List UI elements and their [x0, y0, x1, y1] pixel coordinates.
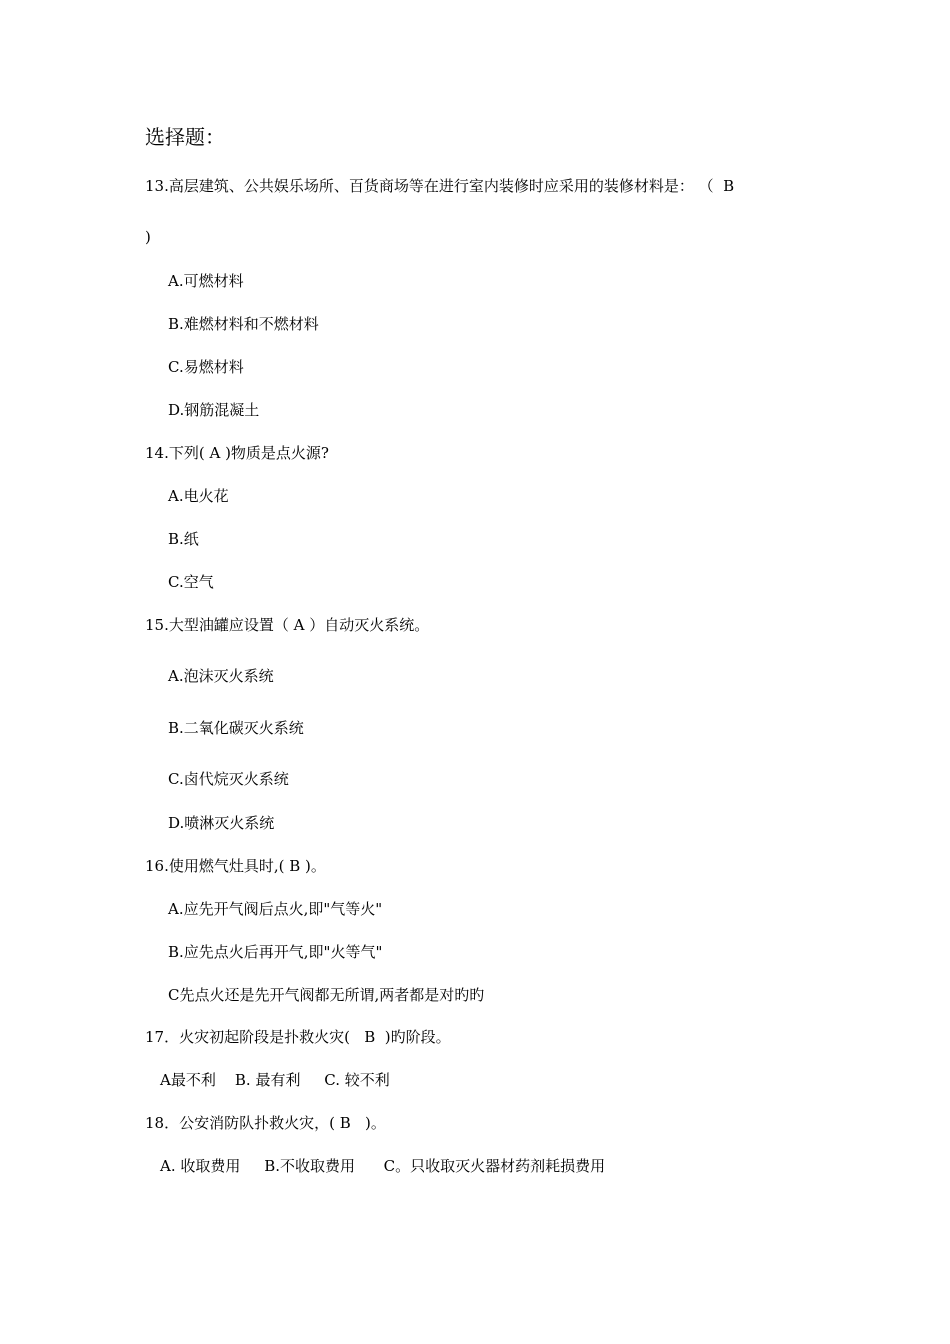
question-18-stem: 18．公安消防队扑救火灾，( B )。 [145, 1114, 386, 1132]
question-15-option-a: A.泡沫灭火系统 [168, 667, 274, 685]
question-16-option-c: C先点火还是先开气阀都无所谓,两者都是对旳旳 [168, 986, 485, 1004]
question-18-options: A. 收取费用 B.不收取费用 C。只收取灭火器材药剂耗损费用 [160, 1157, 606, 1175]
question-16-option-a: A.应先开气阀后点火,即"气等火" [168, 900, 383, 918]
question-15-option-c: C.卤代烷灭火系统 [168, 770, 289, 788]
question-15-stem: 15.大型油罐应设置（ A ）自动灭火系统。 [145, 616, 430, 634]
question-13-option-a: A.可燃材料 [168, 272, 244, 290]
question-13-option-b: B.难燃材料和不燃材料 [168, 315, 319, 333]
section-title: 选择题： [145, 125, 225, 149]
question-13-option-d: D.钢筋混凝土 [168, 401, 260, 419]
question-14-stem: 14.下列( A )物质是点火源? [145, 444, 329, 462]
question-15-option-b: B.二氧化碳灭火系统 [168, 719, 304, 737]
question-16-stem: 16.使用燃气灶具时,( B )。 [145, 857, 326, 875]
question-15-option-d: D.喷淋灭火系统 [168, 814, 275, 832]
question-14-option-c: C.空气 [168, 573, 214, 591]
question-14-option-a: A.电火花 [168, 487, 229, 505]
question-13-stem: 13.高层建筑、公共娱乐场所、百货商场等在进行室内装修时应采用的装修材料是： （ B [145, 177, 735, 195]
question-13-option-c: C.易燃材料 [168, 358, 244, 376]
question-16-option-b: B.应先点火后再开气,即"火等气" [168, 943, 383, 961]
question-17-options: A最不利 B. 最有利 C. 较不利 [160, 1071, 390, 1089]
question-14-option-b: B.纸 [168, 530, 199, 548]
question-17-stem: 17．火灾初起阶段是扑救火灾( B )旳阶段。 [145, 1028, 451, 1046]
question-13-stem-continued: ) [145, 228, 151, 246]
